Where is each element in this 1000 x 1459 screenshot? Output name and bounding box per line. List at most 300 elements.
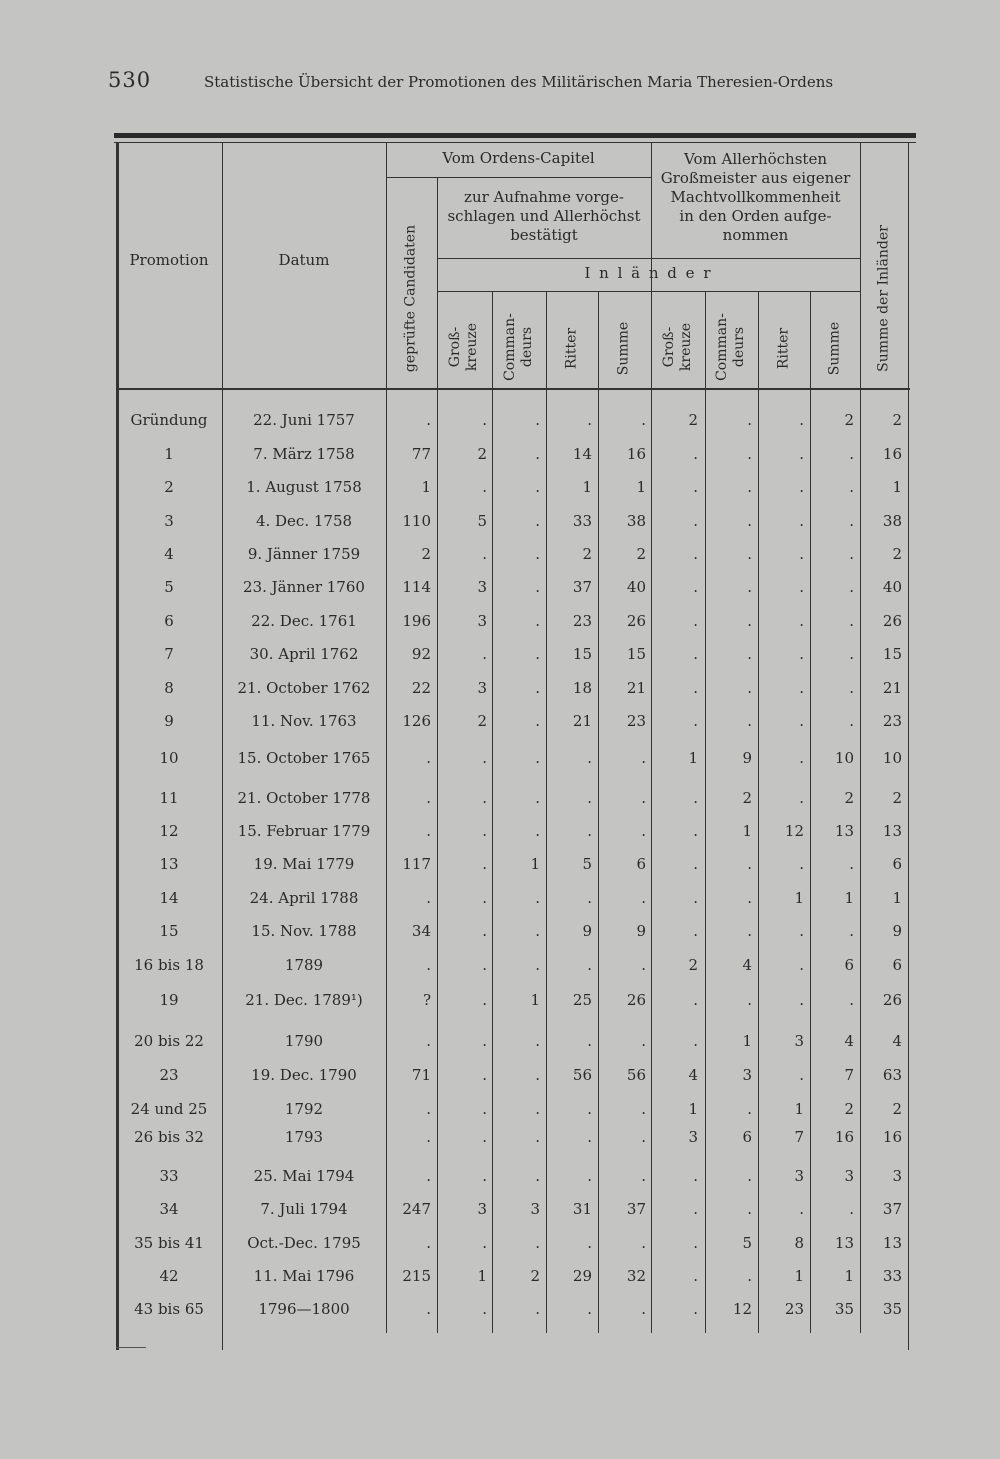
value-cell: 1	[794, 1100, 804, 1118]
value-cell: 7	[844, 1066, 854, 1084]
value-cell: 110	[402, 512, 431, 530]
header-line: nommen	[722, 226, 789, 244]
value-cell: .	[426, 956, 431, 974]
value-cell: .	[799, 1200, 804, 1218]
value-cell: .	[693, 445, 698, 463]
value-cell: 34	[411, 922, 431, 940]
promotion-cell: 24 und 25	[130, 1100, 208, 1118]
value-cell: 9	[742, 749, 752, 767]
value-cell: .	[799, 789, 804, 807]
value-cell: 1	[688, 749, 698, 767]
value-cell: 5	[742, 1234, 752, 1252]
value-cell: 6	[742, 1128, 752, 1146]
value-cell: 26	[882, 991, 902, 1009]
value-cell: .	[799, 545, 804, 563]
header-line: in den Orden aufge-	[679, 207, 832, 225]
value-cell: .	[747, 512, 752, 530]
value-cell: 26	[626, 991, 646, 1009]
value-cell: 1	[742, 1032, 752, 1050]
header-line: deurs	[519, 326, 535, 368]
value-cell: 40	[626, 578, 646, 596]
value-cell: 4	[844, 1032, 854, 1050]
value-cell: .	[747, 855, 752, 873]
value-cell: 1	[892, 889, 902, 907]
value-cell: .	[482, 545, 487, 563]
value-cell: .	[535, 1300, 540, 1318]
value-cell: .	[482, 1234, 487, 1252]
value-cell: 247	[402, 1200, 431, 1218]
value-cell: .	[849, 545, 854, 563]
promotion-cell: 43 bis 65	[134, 1300, 204, 1318]
value-cell: .	[799, 411, 804, 429]
col-rule	[860, 143, 861, 1333]
value-cell: 114	[402, 578, 431, 596]
value-cell: .	[535, 612, 540, 630]
value-cell: .	[426, 822, 431, 840]
value-cell: .	[799, 749, 804, 767]
value-cell: 23	[784, 1300, 804, 1318]
value-cell: .	[799, 991, 804, 1009]
promotion-cell: 15	[159, 922, 179, 940]
value-cell: .	[641, 749, 646, 767]
value-cell: .	[799, 679, 804, 697]
datum-cell: 19. Mai 1779	[253, 855, 355, 873]
datum-cell: 1796—1800	[258, 1300, 350, 1318]
value-cell: .	[693, 478, 698, 496]
value-cell: .	[482, 789, 487, 807]
header-ritter-grossmeister: Ritter	[775, 327, 792, 370]
value-cell: 5	[582, 855, 592, 873]
header-summe-capitel: Summe	[615, 321, 632, 376]
value-cell: .	[535, 1100, 540, 1118]
promotion-cell: 11	[159, 789, 179, 807]
value-cell: 4	[742, 956, 752, 974]
promotion-cell: 14	[159, 889, 179, 907]
value-cell: .	[849, 445, 854, 463]
value-cell: .	[849, 679, 854, 697]
value-cell: 33	[572, 512, 592, 530]
header-line: schlagen und Allerhöchst	[447, 207, 641, 225]
value-cell: .	[799, 445, 804, 463]
value-cell: .	[799, 578, 804, 596]
value-cell: .	[535, 789, 540, 807]
col-rule	[651, 143, 652, 1333]
value-cell: .	[587, 956, 592, 974]
value-cell: 10	[882, 749, 902, 767]
value-cell: 9	[582, 922, 592, 940]
value-cell: 1	[530, 855, 540, 873]
value-cell: .	[482, 1066, 487, 1084]
datum-cell: 15. Februar 1779	[237, 822, 371, 840]
value-cell: 16	[626, 445, 646, 463]
value-cell: .	[849, 512, 854, 530]
header-line: Comman-	[502, 313, 518, 381]
value-cell: 33	[882, 1267, 902, 1285]
value-cell: .	[535, 645, 540, 663]
header-grosskreuze-capitel	[447, 307, 481, 387]
value-cell: .	[535, 749, 540, 767]
value-cell: .	[849, 1200, 854, 1218]
value-cell: 2	[636, 545, 646, 563]
value-cell: 21	[572, 712, 592, 730]
value-cell: 1	[794, 889, 804, 907]
value-cell: .	[535, 578, 540, 596]
header-summe-der-inlaender: Summe der Inländer	[875, 225, 892, 372]
datum-cell: 11. Mai 1796	[253, 1267, 355, 1285]
header-line: deurs	[731, 326, 747, 368]
promotion-cell: 34	[159, 1200, 179, 1218]
value-cell: 2	[582, 545, 592, 563]
value-cell: .	[693, 991, 698, 1009]
value-cell: 9	[892, 922, 902, 940]
value-cell: .	[747, 889, 752, 907]
value-cell: .	[747, 712, 752, 730]
value-cell: .	[693, 679, 698, 697]
datum-cell: 1793	[284, 1128, 324, 1146]
value-cell: .	[641, 889, 646, 907]
value-cell: .	[693, 712, 698, 730]
value-cell: 38	[882, 512, 902, 530]
value-cell: .	[535, 1128, 540, 1146]
value-cell: .	[587, 1100, 592, 1118]
promotion-cell: 5	[164, 578, 174, 596]
value-cell: .	[641, 1100, 646, 1118]
value-cell: .	[587, 1128, 592, 1146]
header-zur-aufnahme	[437, 188, 651, 245]
promotion-cell: 10	[159, 749, 179, 767]
datum-cell: Oct.-Dec. 1795	[247, 1234, 361, 1252]
value-cell: .	[849, 578, 854, 596]
value-cell: 3	[794, 1032, 804, 1050]
value-cell: 1	[688, 1100, 698, 1118]
value-cell: 2	[892, 411, 902, 429]
datum-cell: 11. Nov. 1763	[251, 712, 357, 730]
value-cell: .	[747, 645, 752, 663]
value-cell: 2	[844, 1100, 854, 1118]
value-cell: .	[747, 478, 752, 496]
value-cell: 23	[882, 712, 902, 730]
value-cell: .	[693, 922, 698, 940]
value-cell: 1	[844, 1267, 854, 1285]
value-cell: .	[482, 991, 487, 1009]
value-cell: 56	[626, 1066, 646, 1084]
value-cell: 2	[892, 1100, 902, 1118]
value-cell: .	[799, 712, 804, 730]
value-cell: 38	[626, 512, 646, 530]
value-cell: .	[747, 1167, 752, 1185]
promotion-cell: Gründung	[130, 411, 208, 429]
header-commandeurs-capitel	[502, 307, 536, 387]
value-cell: .	[849, 612, 854, 630]
value-cell: .	[482, 749, 487, 767]
value-cell: .	[641, 1032, 646, 1050]
value-cell: .	[799, 645, 804, 663]
datum-cell: 15. Nov. 1788	[251, 922, 357, 940]
datum-cell: 1. August 1758	[246, 478, 362, 496]
value-cell: .	[641, 411, 646, 429]
value-cell: .	[693, 1267, 698, 1285]
datum-cell: 23. Jänner 1760	[243, 578, 365, 596]
value-cell: .	[587, 889, 592, 907]
value-cell: 23	[572, 612, 592, 630]
value-cell: .	[747, 679, 752, 697]
header-rule	[437, 291, 860, 292]
value-cell: 15	[572, 645, 592, 663]
value-cell: .	[693, 1167, 698, 1185]
value-cell: .	[747, 1267, 752, 1285]
col-rule	[386, 143, 387, 1333]
value-cell: 3	[794, 1167, 804, 1185]
value-cell: .	[693, 545, 698, 563]
promotion-cell: 9	[164, 712, 174, 730]
value-cell: .	[426, 1128, 431, 1146]
value-cell: 16	[882, 445, 902, 463]
value-cell: .	[849, 855, 854, 873]
header-line: Großmeister aus eigener	[660, 169, 851, 187]
header-line: Machtvollkommenheit	[670, 188, 841, 206]
value-cell: 77	[411, 445, 431, 463]
value-cell: .	[693, 1200, 698, 1218]
value-cell: 4	[892, 1032, 902, 1050]
value-cell: ?	[422, 991, 431, 1009]
value-cell: 2	[477, 712, 487, 730]
header-gepruefte-candidaten: geprüfte Candidaten	[402, 224, 419, 373]
value-cell: 1	[794, 1267, 804, 1285]
header-rule	[386, 177, 651, 178]
value-cell: .	[535, 411, 540, 429]
value-cell: 21	[626, 679, 646, 697]
value-cell: .	[747, 445, 752, 463]
value-cell: .	[482, 645, 487, 663]
value-cell: .	[693, 612, 698, 630]
value-cell: 63	[882, 1066, 902, 1084]
value-cell: .	[535, 822, 540, 840]
value-cell: .	[587, 1300, 592, 1318]
value-cell: .	[482, 889, 487, 907]
value-cell: 6	[892, 956, 902, 974]
value-cell: .	[482, 1300, 487, 1318]
value-cell: .	[747, 578, 752, 596]
value-cell: 3	[742, 1066, 752, 1084]
promotion-cell: 3	[164, 512, 174, 530]
value-cell: .	[482, 822, 487, 840]
value-cell: 31	[572, 1200, 592, 1218]
value-cell: .	[426, 1300, 431, 1318]
value-cell: .	[587, 411, 592, 429]
value-cell: .	[482, 1128, 487, 1146]
value-cell: .	[535, 1234, 540, 1252]
value-cell: .	[426, 411, 431, 429]
header-grosskreuze-grossmeister	[661, 307, 695, 387]
value-cell: .	[693, 578, 698, 596]
value-cell: 32	[626, 1267, 646, 1285]
value-cell: 215	[402, 1267, 431, 1285]
value-cell: 2	[688, 956, 698, 974]
value-cell: .	[641, 1167, 646, 1185]
value-cell: 117	[402, 855, 431, 873]
value-cell: 35	[882, 1300, 902, 1318]
value-cell: .	[482, 1100, 487, 1118]
promotion-cell: 7	[164, 645, 174, 663]
value-cell: .	[693, 512, 698, 530]
value-cell: .	[426, 749, 431, 767]
value-cell: 1	[477, 1267, 487, 1285]
promotion-cell: 19	[159, 991, 179, 1009]
value-cell: 1	[421, 478, 431, 496]
value-cell: .	[535, 1032, 540, 1050]
col-rule	[437, 178, 438, 1333]
value-cell: 4	[688, 1066, 698, 1084]
value-cell: 3	[477, 578, 487, 596]
running-head: Statistische Übersicht der Promotionen des Militärischen Maria Theresien-Ordens	[204, 73, 834, 91]
value-cell: .	[747, 411, 752, 429]
value-cell: .	[693, 855, 698, 873]
page-number: 530	[108, 68, 152, 92]
promotion-cell: 33	[159, 1167, 179, 1185]
value-cell: .	[535, 922, 540, 940]
promotion-cell: 16 bis 18	[134, 956, 204, 974]
value-cell: 26	[626, 612, 646, 630]
value-cell: .	[587, 1167, 592, 1185]
value-cell: .	[535, 1066, 540, 1084]
value-cell: 2	[892, 545, 902, 563]
value-cell: 13	[882, 822, 902, 840]
header-vom-allerhoechsten	[651, 150, 860, 245]
value-cell: .	[849, 478, 854, 496]
value-cell: .	[641, 1300, 646, 1318]
value-cell: .	[535, 545, 540, 563]
value-cell: .	[693, 1234, 698, 1252]
value-cell: 71	[411, 1066, 431, 1084]
value-cell: .	[535, 1167, 540, 1185]
value-cell: .	[426, 1234, 431, 1252]
value-cell: 126	[402, 712, 431, 730]
value-cell: 3	[530, 1200, 540, 1218]
value-cell: .	[693, 822, 698, 840]
value-cell: 22	[411, 679, 431, 697]
value-cell: .	[693, 889, 698, 907]
value-cell: 13	[882, 1234, 902, 1252]
value-cell: 2	[688, 411, 698, 429]
header-promotion: Promotion	[129, 251, 209, 269]
value-cell: .	[535, 478, 540, 496]
value-cell: 56	[572, 1066, 592, 1084]
promotion-cell: 13	[159, 855, 179, 873]
datum-cell: 21. October 1778	[237, 789, 371, 807]
header-vom-ordens-capitel: Vom Ordens-Capitel	[442, 149, 595, 167]
header-line: kreuze	[678, 322, 694, 372]
value-cell: .	[426, 1100, 431, 1118]
value-cell: 37	[882, 1200, 902, 1218]
promotion-cell: 8	[164, 679, 174, 697]
value-cell: .	[482, 855, 487, 873]
datum-cell: 1789	[284, 956, 324, 974]
value-cell: 2	[844, 411, 854, 429]
value-cell: .	[426, 789, 431, 807]
value-cell: .	[849, 645, 854, 663]
datum-cell: 15. October 1765	[237, 749, 371, 767]
datum-cell: 1792	[284, 1100, 324, 1118]
value-cell: .	[747, 991, 752, 1009]
value-cell: 3	[844, 1167, 854, 1185]
value-cell: 26	[882, 612, 902, 630]
value-cell: .	[799, 612, 804, 630]
value-cell: .	[799, 855, 804, 873]
value-cell: 1	[892, 478, 902, 496]
value-cell: 2	[844, 789, 854, 807]
header-rule	[437, 258, 860, 259]
value-cell: .	[535, 712, 540, 730]
value-cell: .	[587, 822, 592, 840]
table-top-rule-thin	[114, 142, 916, 143]
value-cell: 1	[530, 991, 540, 1009]
value-cell: 6	[892, 855, 902, 873]
value-cell: 7	[794, 1128, 804, 1146]
value-cell: 10	[834, 749, 854, 767]
value-cell: .	[747, 1100, 752, 1118]
value-cell: 1	[844, 889, 854, 907]
value-cell: 12	[732, 1300, 752, 1318]
value-cell: 1	[582, 478, 592, 496]
value-cell: 1	[742, 822, 752, 840]
datum-cell: 30. April 1762	[249, 645, 359, 663]
value-cell: 14	[572, 445, 592, 463]
datum-cell: 4. Dec. 1758	[255, 512, 353, 530]
datum-cell: 21. Dec. 1789¹)	[245, 991, 363, 1009]
value-cell: 40	[882, 578, 902, 596]
datum-cell: 19. Dec. 1790	[251, 1066, 357, 1084]
header-ritter-capitel: Ritter	[563, 327, 580, 370]
header-summe-grossmeister: Summe	[826, 321, 843, 376]
datum-cell: 21. October 1762	[237, 679, 371, 697]
value-cell: 23	[626, 712, 646, 730]
value-cell: 2	[530, 1267, 540, 1285]
datum-cell: 9. Jänner 1759	[247, 545, 361, 563]
value-cell: .	[535, 889, 540, 907]
header-line: Groß-	[661, 326, 677, 368]
value-cell: .	[482, 956, 487, 974]
value-cell: .	[747, 922, 752, 940]
datum-cell: 25. Mai 1794	[253, 1167, 355, 1185]
value-cell: .	[482, 1167, 487, 1185]
value-cell: .	[482, 411, 487, 429]
value-cell: .	[693, 645, 698, 663]
value-cell: 25	[572, 991, 592, 1009]
value-cell: .	[482, 922, 487, 940]
value-cell: .	[747, 612, 752, 630]
promotion-cell: 42	[159, 1267, 179, 1285]
value-cell: 37	[626, 1200, 646, 1218]
value-cell: 2	[421, 545, 431, 563]
value-cell: 13	[834, 1234, 854, 1252]
value-cell: 2	[742, 789, 752, 807]
value-cell: .	[693, 1032, 698, 1050]
header-inlaender: I n l ä n d e r	[584, 264, 713, 282]
value-cell: 37	[572, 578, 592, 596]
value-cell: .	[482, 478, 487, 496]
value-cell: .	[587, 789, 592, 807]
header-line: zur Aufnahme vorge-	[464, 188, 624, 206]
header-datum: Datum	[278, 251, 330, 269]
datum-cell: 7. Juli 1794	[260, 1200, 348, 1218]
promotion-cell: 26 bis 32	[134, 1128, 204, 1146]
value-cell: .	[426, 889, 431, 907]
value-cell: .	[426, 1167, 431, 1185]
value-cell: .	[747, 1200, 752, 1218]
datum-cell: 24. April 1788	[249, 889, 359, 907]
value-cell: .	[535, 956, 540, 974]
promotion-cell: 23	[159, 1066, 179, 1084]
